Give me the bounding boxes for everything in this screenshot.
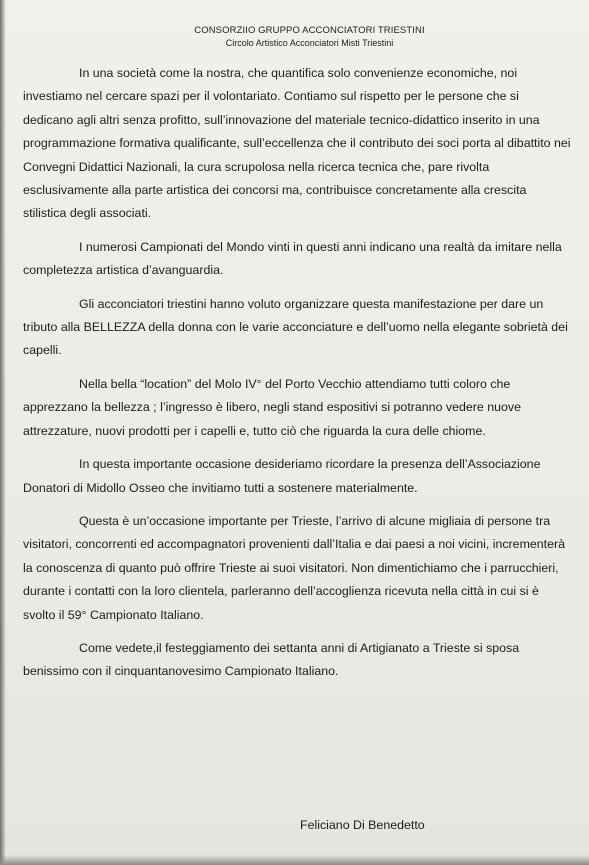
paragraph-1: In una società come la nostra, che quantifica solo convenienze economiche, noi investiamo nel cercare spazi per il volontariato. Contiamo sul rispetto per le persone che si dedicano agli altri senza profitto, sull’innovazione del materiale tecnico-didattico inserito in una programmazione formativa qualificante, sull’eccellenza che il contributo dei soci porta al dibattito nei Convegni Didattici Nazionali, la cura scrupolosa nella ricerca tecnica che, pare rivolta esclusivamente alla parte artistica dei concorsi ma, contribuisce concretamente alla crescita stilistica degli associati. bbox=[23, 66, 571, 221]
paragraph-5: In questa importante occasione desideriamo ricordare la presenza dell’Associazione Donatori di Midollo Osseo che invitiamo tutti a sostenere materialmente. bbox=[23, 457, 541, 495]
circle-name: Circolo Artistico Acconciatori Misti Triestini bbox=[225, 38, 394, 48]
paragraph-6: Questa è un’occasione importante per Trieste, l’arrivo di alcune migliaia di persone tra visitatori, concorrenti ed accompagnatori provenienti dall’Italia e dai paesi a noi vicini, incrementerà la conoscenza di quanto può offrire Trieste ai suoi visitatori. Non dimentichiamo che i parrucchieri, durante i contatti con la loro clientela, parleranno dell’accoglienza ricevuta nella città in cui si è svolto il 59° Campionato Italiano. bbox=[23, 513, 566, 622]
paragraph-4: Nella bella “location” del Molo IV° del Porto Vecchio attendiamo tutti coloro che apprezzano la bellezza ; l’ingresso è libero, negli stand espositivi si potranno vedere nuove attrezzature, nuovi prodotti per i capelli e, tutto ciò che riguarda la cura delle chiome. bbox=[23, 376, 521, 438]
page-shadow-bottom bbox=[0, 855, 589, 865]
page-shadow-left bbox=[0, 0, 6, 865]
letterhead bbox=[0, 24, 589, 49]
organization-name: CONSORZIIO GRUPPO ACCONCIATORI TRIESTINI bbox=[194, 25, 425, 36]
signature-name: Feliciano Di Benedetto bbox=[300, 818, 425, 832]
letter-body bbox=[23, 62, 571, 684]
paragraph-2: I numerosi Campionati del Mondo vinti in questi anni indicano una realtà da imitare nella completezza artistica d’avanguardia. bbox=[23, 239, 562, 278]
paragraph-3: Gli acconciatori triestini hanno voluto organizzare questa manifestazione per dare un tributo alla BELLEZZA della donna con le varie acconciature e dell’uomo nella elegante sobrietà dei capelli. bbox=[23, 296, 568, 358]
paragraph-7: Come vedete,il festeggiamento dei settanta anni di Artigianato a Trieste si sposa benissimo con il cinquantanovesimo Campionato Italiano. bbox=[23, 640, 520, 679]
